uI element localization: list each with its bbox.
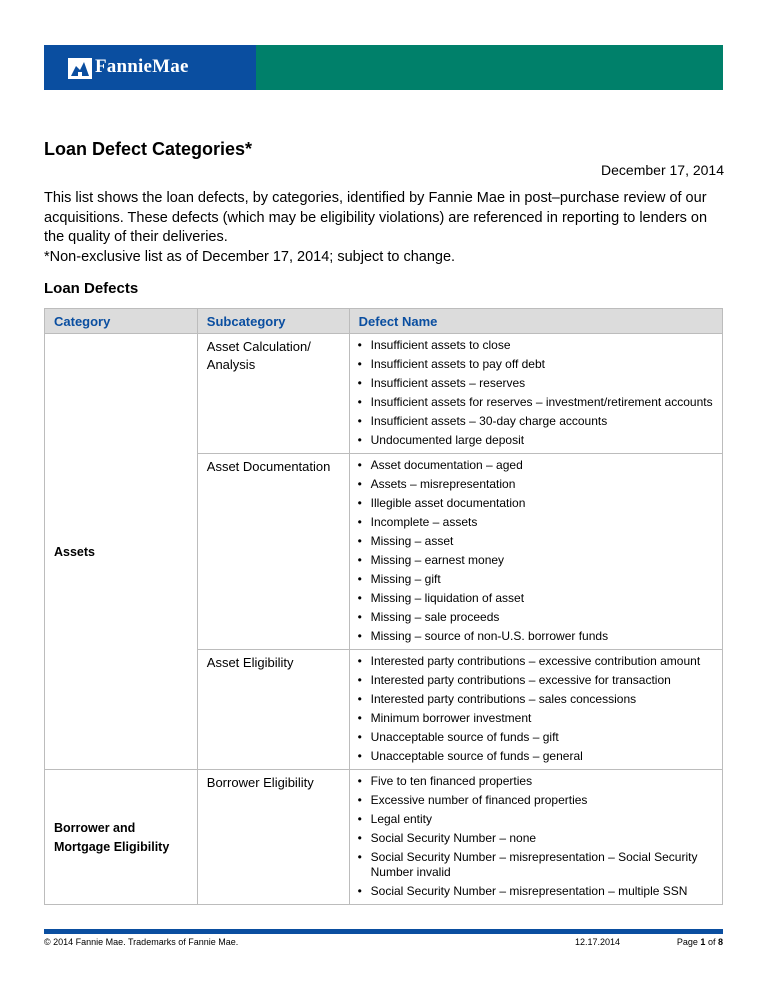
intro-paragraph: This list shows the loan defects, by categories, identified by Fannie Mae in post–purchase review of our acquisitions. These defects (which may be eligibility violations) are referenced in reporting to lenders on the quality of their deliveries. [44, 190, 708, 245]
table-row [45, 770, 723, 905]
defect-list [357, 654, 718, 764]
defects-cell [349, 454, 722, 650]
category-cell: Borrower and Mortgage Eligibility [45, 770, 198, 905]
defect-item: • Interested party contributions – excessive contribution amount [357, 654, 718, 669]
defects-cell [349, 770, 722, 905]
defect-item: • Incomplete – assets [357, 515, 718, 530]
defect-item: • Interested party contributions – excessive for transaction [357, 673, 718, 688]
category-cell: Assets [45, 334, 198, 770]
document-date: December 17, 2014 [601, 162, 724, 178]
defect-item: • Illegible asset documentation [357, 496, 718, 511]
page-current: 1 [700, 937, 706, 947]
section-title: Loan Defects [44, 280, 139, 297]
defect-item: • Missing – gift [357, 572, 718, 587]
defect-item: • Missing – sale proceeds [357, 610, 718, 625]
defect-item: • Legal entity [357, 812, 718, 827]
footer-date: 12.17.2014 [575, 937, 621, 947]
defect-item: • Insufficient assets – reserves [357, 376, 718, 391]
table-header-row [45, 309, 723, 334]
column-header-subcategory: Subcategory [197, 309, 349, 334]
fannie-mae-logo-icon [68, 58, 92, 79]
intro-text [44, 189, 728, 267]
defect-item: • Insufficient assets to pay off debt [357, 357, 718, 372]
header-banner [44, 45, 723, 90]
subcategory-cell: Borrower Eligibility [197, 770, 349, 905]
column-header-category: Category [45, 309, 198, 334]
defects-cell [349, 334, 722, 454]
subcategory-cell: Asset Documentation [197, 454, 349, 650]
defect-item: • Minimum borrower investment [357, 711, 718, 726]
defect-item: • Unacceptable source of funds – general [357, 749, 718, 764]
defects-table [44, 308, 723, 905]
defects-cell [349, 650, 722, 770]
defect-item: • Assets – misrepresentation [357, 477, 718, 492]
defect-item: • Insufficient assets – 30-day charge accounts [357, 414, 718, 429]
logo-text: FannieMae [95, 56, 189, 77]
defect-list [357, 458, 718, 644]
subcategory-cell: Asset Eligibility [197, 650, 349, 770]
defect-item: • Interested party contributions – sales concessions [357, 692, 718, 707]
defect-item: • Missing – earnest money [357, 553, 718, 568]
defect-item: • Unacceptable source of funds – gift [357, 730, 718, 745]
defect-item: • Missing – asset [357, 534, 718, 549]
column-header-defect-name: Defect Name [349, 309, 722, 334]
page-number [677, 937, 723, 947]
defect-item: • Insufficient assets to close [357, 338, 718, 353]
page-title: Loan Defect Categories* [44, 139, 253, 159]
defect-list [357, 338, 718, 448]
footer-copyright: © 2014 Fannie Mae. Trademarks of Fannie Mae. [44, 937, 239, 947]
defect-item: • Missing – source of non-U.S. borrower funds [357, 629, 718, 644]
defect-item: • Undocumented large deposit [357, 433, 718, 448]
page-total: 8 [717, 937, 723, 947]
table-row [45, 334, 723, 454]
intro-note: *Non-exclusive list as of December 17, 2014; subject to change. [44, 248, 456, 265]
logo-panel [44, 45, 256, 90]
defect-item: • Social Security Number – misrepresentation – Social Security Number invalid [357, 850, 718, 880]
page-label: Page [676, 937, 698, 947]
defect-item: • Social Security Number – none [357, 831, 718, 846]
defect-list [357, 774, 718, 899]
defect-item: • Social Security Number – misrepresentation – multiple SSN [357, 884, 718, 899]
defect-item: • Five to ten financed properties [357, 774, 718, 789]
defect-item: • Excessive number of financed properties [357, 793, 718, 808]
defect-item: • Missing – liquidation of asset [357, 591, 718, 606]
defect-item: • Insufficient assets for reserves – investment/retirement accounts [357, 395, 718, 410]
subcategory-cell: Asset Calculation/ Analysis [197, 334, 349, 454]
footer-rule [44, 929, 723, 934]
defect-item: • Asset documentation – aged [357, 458, 718, 473]
page-of: of [707, 937, 716, 947]
